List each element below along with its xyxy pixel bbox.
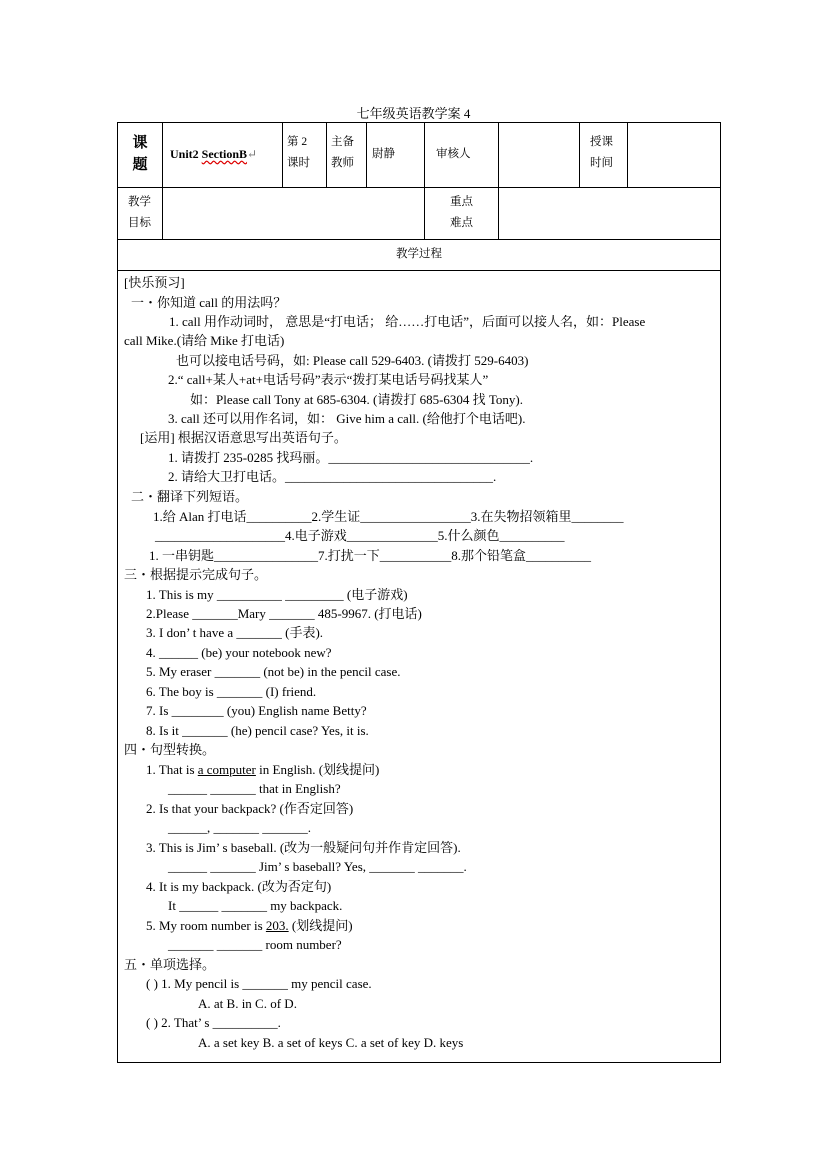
exercise-line: 2. 请给大卫打电话。________________________________. [168, 469, 497, 484]
exercise-line: 1. This is my __________ _________ (电子游戏) [146, 587, 408, 602]
table-col-divider [326, 122, 327, 187]
exercise-line: 1. 请拨打 235-0285 找玛丽。_______________________________. [168, 450, 534, 465]
class-time-label: 授课 时间 [590, 136, 613, 169]
body-line: 也可以接电话号码，如: Please call 529-6403. (请拨打 529-6403) [176, 353, 529, 368]
exercise-line: 7. Is ________ (you) English name Betty? [146, 703, 367, 718]
teaching-goal-label: 教学 目标 [128, 196, 151, 229]
section-heading: 五・单项选择。 [124, 957, 216, 972]
exercise-options: A. at B. in C. of D. [198, 996, 297, 1011]
exercise-line: 5. My room number is 203. (划线提问) [146, 918, 353, 933]
table-row-divider [117, 239, 721, 240]
table-col-divider [424, 122, 425, 239]
body-line: 3. call 还可以用作名词，如： Give him a call. (给他打个电话吧). [168, 411, 526, 426]
exercise-line: ______ _______ that in English? [168, 781, 341, 796]
exercise-line: ( ) 2. That’ s __________. [146, 1015, 281, 1030]
table-col-divider [498, 122, 499, 239]
teaching-process-label: 教学过程 [396, 248, 442, 260]
body-line: 2.“ call+某人+at+电话号码”表示“拨打某电话号码找某人” [168, 372, 489, 387]
topic-label: 课 题 [132, 135, 148, 173]
body-line: 1. call 用作动词时， 意思是“打电话； 给……打电话”，后面可以接人名，如：Please [169, 314, 646, 329]
exercise-line: 6. The boy is _______ (I) friend. [146, 684, 317, 699]
body-line: call Mike.(请给 Mike 打电话) [124, 333, 285, 348]
exercise-line: ______ _______ Jim’ s baseball? Yes, _______ _______. [168, 859, 467, 874]
exercise-line: 1.给 Alan 打电话__________2.学生证_________________3.在失物招领箱里________ [153, 509, 624, 524]
exercise-line: It ______ _______ my backpack. [168, 898, 343, 913]
exercise-line: 1. That is a computer in English. (划线提问) [146, 762, 380, 777]
table-row-divider [117, 270, 721, 271]
reviewer-label: 审核人 [436, 148, 471, 160]
section-apply: [运用] 根据汉语意思写出英语句子。 [140, 430, 347, 445]
exercise-line: _______ _______ room number? [168, 937, 342, 952]
exercise-line: 2.Please _______Mary _______ 485-9967. (打电话) [146, 606, 422, 621]
exercise-line: ( ) 1. My pencil is _______ my pencil case. [146, 976, 372, 991]
exercise-line: 4. ______ (be) your notebook new? [146, 645, 332, 660]
exercise-line: 5. My eraser _______ (not be) in the pencil case. [146, 664, 401, 679]
exercise-line: ____________________4.电子游戏______________5.什么颜色__________ [155, 528, 565, 543]
exercise-line: 3. I don’ t have a _______ (手表). [146, 625, 324, 640]
lead-teacher-label: 主备 教师 [331, 136, 354, 169]
table-col-divider [282, 122, 283, 187]
lead-teacher-name: 尉静 [372, 148, 395, 160]
exercise-line: 8. Is it _______ (he) pencil case? Yes, it is. [146, 723, 369, 738]
exercise-line: 1. 一串钥匙________________7.打扰一下___________8.那个铅笔盒__________ [149, 548, 592, 563]
key-points-label: 重点 难点 [450, 196, 473, 229]
table-row-divider [117, 187, 721, 188]
table-col-divider [579, 122, 580, 187]
exercise-line: ______, _______ _______. [168, 820, 311, 835]
document-title: 七年级英语教学案 4 [356, 106, 471, 121]
topic-value: Unit2 SectionB↵ [170, 147, 258, 161]
exercise-options: A. a set key B. a set of keys C. a set of key D. keys [198, 1035, 464, 1050]
table-col-divider [162, 122, 163, 239]
section-heading: 三・根据提示完成句子。 [124, 567, 268, 582]
lesson-number: 第 2 课时 [287, 136, 310, 169]
exercise-line: 3. This is Jim’ s baseball. (改为一般疑问句并作肯定回答). [146, 840, 461, 855]
section-heading: 一・你知道 call 的用法吗？ [131, 295, 287, 310]
table-col-divider [627, 122, 628, 187]
section-heading: 二・翻译下列短语。 [131, 489, 249, 504]
exercise-line: 4. It is my backpack. (改为否定句) [146, 879, 332, 894]
body-line: 如：Please call Tony at 685-6304. (请拨打 685-6304 找 Tony). [190, 392, 524, 407]
section-heading: 四・句型转换。 [124, 742, 216, 757]
section-happy-preview: [快乐预习] [124, 275, 185, 290]
table-col-divider [366, 122, 367, 187]
exercise-line: 2. Is that your backpack? (作否定回答) [146, 801, 354, 816]
